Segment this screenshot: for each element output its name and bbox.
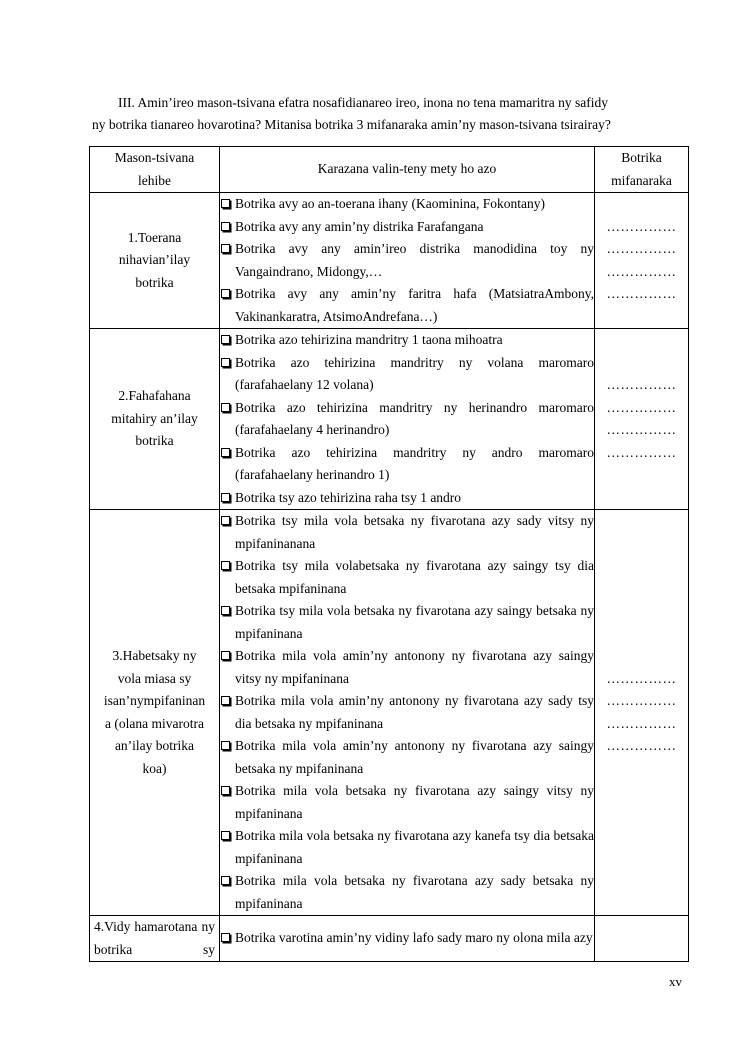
checkbox-icon[interactable] [221, 222, 230, 231]
checkbox-icon[interactable] [221, 448, 230, 457]
checkbox-icon[interactable] [221, 289, 230, 298]
option-item[interactable]: Botrika avy any amin’ny faritra hafa (MatsiatraAmbony, Vakinankaratra, AtsimoAndrefana…) [220, 283, 594, 328]
options-cell [220, 916, 595, 962]
option-item[interactable]: Botrika azo tehirizina mandritry ny volana maromaro (farafahaelany 12 volana) [220, 352, 594, 397]
blank-line[interactable]: …………… [606, 422, 677, 437]
table-header-row [90, 147, 689, 193]
question-text [92, 92, 670, 136]
header-criteria: Mason-tsivana lehibe [90, 147, 220, 193]
option-item[interactable]: Botrika avy any amin’ireo distrika manodidina toy ny Vangaindrano, Midongy,… [220, 238, 594, 283]
product-blanks[interactable] [595, 329, 689, 510]
option-item[interactable]: Botrika tsy azo tehirizina raha tsy 1 andro [220, 487, 594, 510]
options-cell [220, 193, 595, 329]
checkbox-icon[interactable] [221, 741, 230, 750]
checkbox-icon[interactable] [221, 606, 230, 615]
options-cell [220, 329, 595, 510]
checkbox-icon[interactable] [221, 831, 230, 840]
option-item[interactable]: Botrika varotina amin’ny vidiny lafo sady maro ny olona mila azy [220, 927, 594, 950]
option-item[interactable]: Botrika mila vola betsaka ny fivarotana azy sady betsaka ny mpifaninana [220, 870, 594, 915]
blank-line[interactable]: …………… [606, 377, 677, 392]
checkbox-icon[interactable] [221, 516, 230, 525]
checkbox-icon[interactable] [221, 199, 230, 208]
option-item[interactable]: Botrika avy ao an-toerana ihany (Kaominina, Fokontany) [220, 193, 594, 216]
blank-line[interactable]: …………… [606, 444, 677, 460]
header-responses: Karazana valin-teny mety ho azo [220, 147, 595, 193]
option-item[interactable]: Botrika azo tehirizina mandritry ny herinandro maromaro (farafahaelany 4 herinandro) [220, 397, 594, 442]
checkbox-icon[interactable] [221, 876, 230, 885]
blank-line[interactable]: …………… [606, 670, 677, 686]
blank-line[interactable]: …………… [606, 218, 677, 234]
blank-line[interactable]: …………… [606, 715, 677, 731]
blank-line[interactable]: …………… [606, 263, 677, 279]
option-item[interactable]: Botrika mila vola amin’ny antonony ny fivarotana azy sady tsy dia betsaka ny mpifaninana [220, 690, 594, 735]
option-item[interactable]: Botrika mila vola amin’ny antonony ny fivarotana azy saingy betsaka ny mpifaninana [220, 735, 594, 780]
checkbox-icon[interactable] [221, 244, 230, 253]
checkbox-icon[interactable] [221, 335, 230, 344]
checkbox-icon[interactable] [221, 403, 230, 412]
option-item[interactable]: Botrika tsy mila volabetsaka ny fivarotana azy saingy tsy dia betsaka mpifaninana [220, 555, 594, 600]
blank-line[interactable]: …………… [606, 693, 677, 708]
header-products: Botrika mifanaraka [595, 147, 689, 193]
criterion-label: 4.Vidy hamarotana ny botrika sy [90, 916, 220, 962]
criterion-label: 1.Toerana nihavian’ilay botrika [90, 193, 220, 329]
option-item[interactable]: Botrika mila vola betsaka ny fivarotana azy kanefa tsy dia betsaka mpifaninana [220, 825, 594, 870]
table-row [90, 510, 689, 916]
checkbox-icon[interactable] [221, 651, 230, 660]
criterion-label: 2.Fahafahana mitahiry an’ilay botrika [90, 329, 220, 510]
option-item[interactable]: Botrika mila vola betsaka ny fivarotana azy saingy vitsy ny mpifaninana [220, 780, 594, 825]
option-item[interactable]: Botrika tsy mila vola betsaka ny fivarotana azy saingy betsaka ny mpifaninana [220, 600, 594, 645]
blank-line[interactable]: …………… [606, 241, 677, 256]
checkbox-icon[interactable] [221, 358, 230, 367]
criterion-label: 3.Habetsaky ny vola miasa sy isan’nympifaninan a (olana mivarotra an’ilay botrika koa) [90, 510, 220, 916]
option-item[interactable]: Botrika mila vola amin’ny antonony ny fivarotana azy saingy vitsy ny mpifaninana [220, 645, 594, 690]
question-line-1: III. Amin’ireo mason-tsivana efatra nosafidianareo ireo, inona no tena mamaritra ny safidy [118, 95, 608, 110]
option-item[interactable]: Botrika azo tehirizina mandritry ny andro maromaro (farafahaelany herinandro 1) [220, 442, 594, 487]
options-cell [220, 510, 595, 916]
option-item[interactable]: Botrika tsy mila vola betsaka ny fivarotana azy sady vitsy ny mpifaninanana [220, 510, 594, 555]
blank-line[interactable]: …………… [606, 738, 677, 753]
checkbox-icon[interactable] [221, 696, 230, 705]
criteria-table [89, 146, 689, 962]
checkbox-icon[interactable] [221, 933, 230, 942]
option-item[interactable]: Botrika azo tehirizina mandritry 1 taona mihoatra [220, 329, 594, 352]
option-item[interactable]: Botrika avy any amin’ny distrika Farafangana [220, 216, 594, 239]
page-number: xv [669, 974, 682, 989]
question-line-2: ny botrika tianareo hovarotina? Mitanisa botrika 3 mifanaraka amin’ny mason-tsivana tsirairay? [92, 117, 611, 132]
checkbox-icon[interactable] [221, 786, 230, 795]
product-blanks[interactable] [595, 510, 689, 916]
product-blanks[interactable] [595, 193, 689, 329]
checkbox-icon[interactable] [221, 561, 230, 570]
table-row [90, 916, 689, 962]
product-blanks[interactable] [595, 916, 689, 962]
blank-line[interactable]: …………… [606, 399, 677, 415]
table-row [90, 193, 689, 329]
checkbox-icon[interactable] [221, 493, 230, 502]
blank-line[interactable]: …………… [606, 286, 677, 301]
table-row [90, 329, 689, 510]
